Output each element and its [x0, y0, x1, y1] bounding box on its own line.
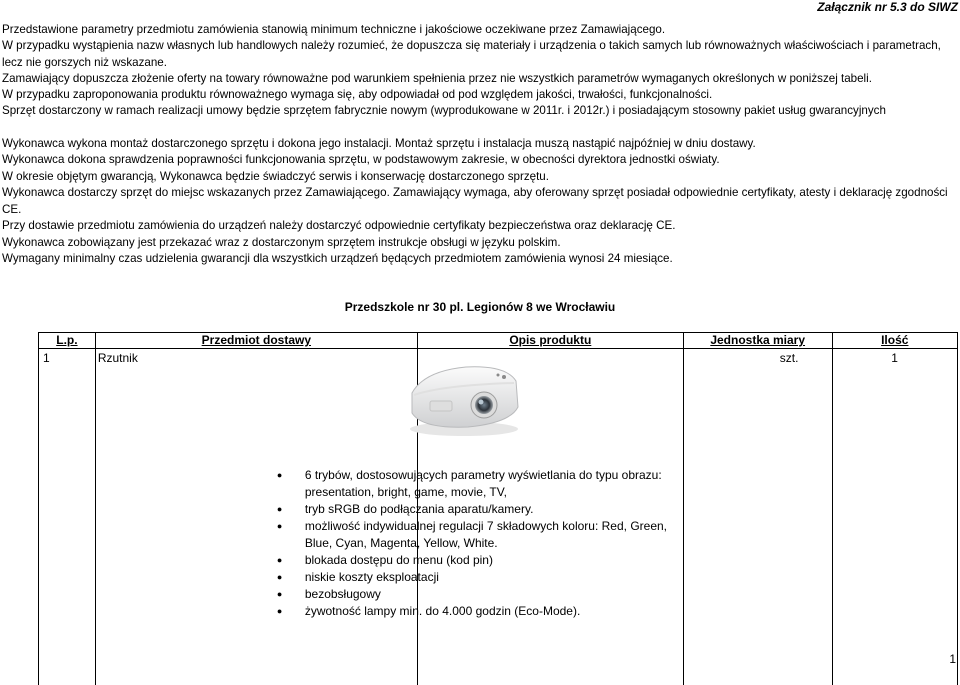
paragraph-equivalent-product: W przypadku zaproponowania produktu równoważnego wymaga się, aby odpowiadał od pod względem jakości, trwałości, funkcjonalności.	[2, 87, 956, 104]
list-item: ● możliwość indywidualnej regulacji 7 składowych koloru: Red, Green, Blue, Cyan, Magenta, Yellow, White.	[277, 518, 677, 552]
header-description: Opis produktu	[417, 333, 683, 349]
spec-table	[38, 332, 958, 685]
row-unit: szt.	[780, 351, 799, 365]
section-title: Przedszkole nr 30 pl. Legionów 8 we Wrocławiu	[0, 300, 960, 314]
annex-label: Załącznik nr 5.3 do SIWZ	[817, 0, 958, 14]
paragraph-brand-names: W przypadku wystąpienia nazw własnych lub handlowych należy rozumieć, że dopuszcza się materiały i urządzenia o takich samych lub równoważnych właściwościach i parametrach, lecz nie gorszych niż wskazane.	[2, 38, 956, 71]
header-lp: L.p.	[39, 333, 96, 349]
paragraph-warranty: Wymagany minimalny czas udzielenia gwarancji dla wszystkich urządzeń będących przedmiotem zamówienia wynosi 24 miesiące.	[2, 251, 956, 268]
row-item-name: Rzutnik	[98, 351, 138, 365]
projector-image	[404, 359, 524, 439]
list-item: ● niskie koszty eksploatacji	[277, 569, 677, 586]
feature-list	[277, 467, 677, 620]
header-unit: Jednostka miary	[683, 333, 832, 349]
paragraph-intro: Przedstawione parametry przedmiotu zamówienia stanowią minimum techniczne i jakościowe oczekiwane przez Zamawiającego.	[2, 22, 956, 39]
row-lp: 1	[43, 351, 50, 365]
paragraph-safety-ce: Przy dostawie przedmiotu zamówienia do urządzeń należy dostarczyć odpowiednie certyfikaty bezpieczeństwa oraz deklarację CE.	[2, 218, 956, 235]
list-item: ● blokada dostępu do menu (kod pin)	[277, 552, 677, 569]
table-row	[39, 349, 958, 685]
page-number: 1	[949, 652, 956, 666]
paragraph-verification: Wykonawca dokona sprawdzenia poprawności funkcjonowania sprzętu, w podstawowym zakresie, w obecności dyrektora jednostki oświaty.	[2, 152, 956, 169]
paragraph-new-equipment: Sprzęt dostarczony w ramach realizacji umowy będzie sprzętem fabrycznie nowym (wyprodukowane w 2011r. i 2012r.) i posiadającym stosowny pakiet usług gwarancyjnych	[2, 103, 956, 120]
table-header-row	[39, 333, 958, 349]
paragraph-certificates: Wykonawca dostarczy sprzęt do miejsc wskazanych przez Zamawiającego. Zamawiający wymaga, aby oferowany sprzęt posiadał odpowiednie certyfikaty, atesty i deklarację zgodności CE.	[2, 185, 956, 218]
paragraph-manuals: Wykonawca zobowiązany jest przekazać wraz z dostarczonym sprzętem instrukcje obsługi w języku polskim.	[2, 235, 956, 252]
list-item: ● bezobsługowy	[277, 586, 677, 603]
paragraph-service: W okresie objętym gwarancją, Wykonawca będzie świadczyć serwis i konserwację dostarczonego sprzętu.	[2, 169, 956, 186]
list-item: ● 6 trybów, dostosowujących parametry wyświetlania do typu obrazu: presentation, bright, game, movie, TV,	[277, 467, 677, 501]
list-item: ● żywotność lampy min. do 4.000 godzin (Eco-Mode).	[277, 603, 677, 620]
paragraph-installation: Wykonawca wykona montaż dostarczonego sprzętu i dokona jego instalacji. Montaż sprzętu i instalacja muszą nastąpić najpóźniej w dniu dostawy.	[2, 136, 956, 153]
list-item: ● tryb sRGB do podłączania aparatu/kamery.	[277, 501, 677, 518]
paragraph-equivalent-offer: Zamawiający dopuszcza złożenie oferty na towary równoważne pod warunkiem spełnienia przez nie wszystkich parametrów wymaganych określonych w poniższej tabeli.	[2, 71, 956, 88]
row-quantity: 1	[833, 351, 957, 365]
header-item: Przedmiot dostawy	[95, 333, 417, 349]
header-quantity: Ilość	[832, 333, 957, 349]
